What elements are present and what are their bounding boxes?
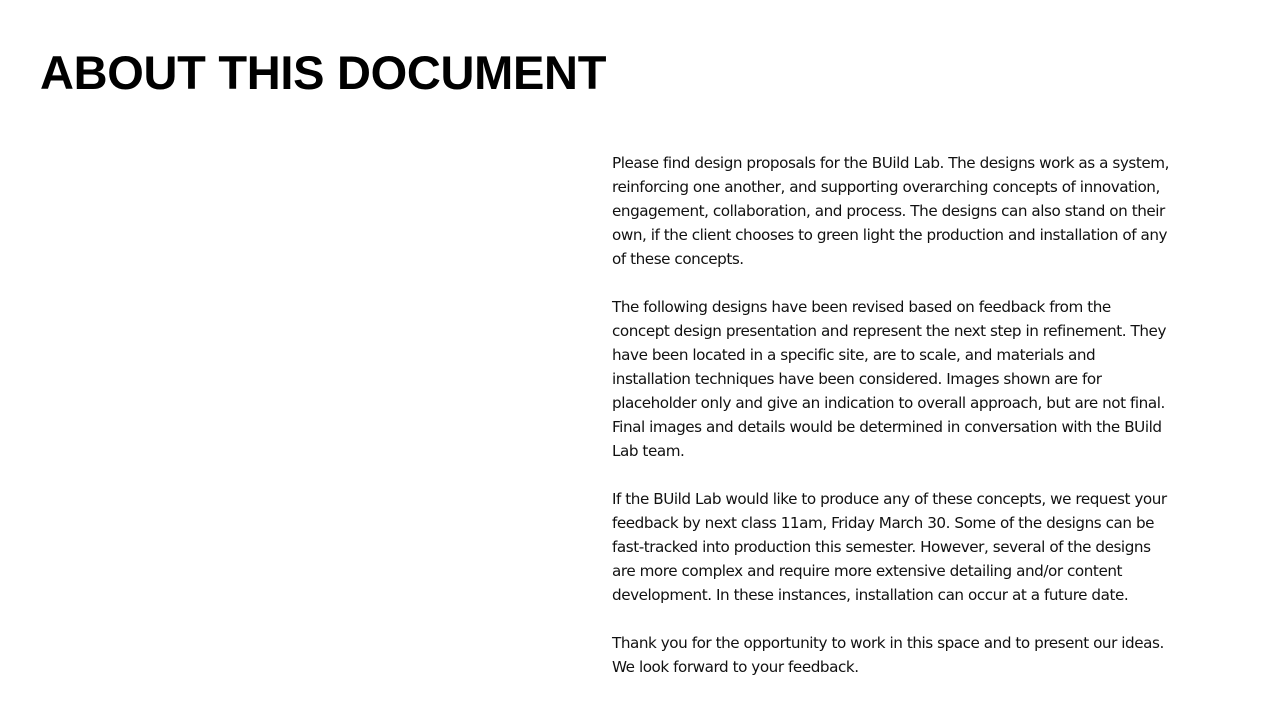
text-line: Final images and details would be determined in conversation with the BUild xyxy=(612,418,1162,436)
text-line: Thank you for the opportunity to work in this space and to present our ideas. xyxy=(612,634,1164,652)
text-line: engagement, collaboration, and process. The designs can also stand on their xyxy=(612,202,1165,220)
page-title: ABOUT THIS DOCUMENT xyxy=(40,46,607,99)
text-line: have been located in a specific site, are to scale, and materials and xyxy=(612,346,1096,364)
text-line: Please find design proposals for the BUild Lab. The designs work as a system, xyxy=(612,154,1169,172)
paragraph-thanks xyxy=(612,631,1232,679)
text-line: installation techniques have been considered. Images shown are for xyxy=(612,370,1102,388)
text-line: development. In these instances, installation can occur at a future date. xyxy=(612,586,1129,604)
text-line: fast-tracked into production this semester. However, several of the designs xyxy=(612,538,1151,556)
text-line: reinforcing one another, and supporting overarching concepts of innovation, xyxy=(612,178,1160,196)
text-line: concept design presentation and represent the next step in refinement. They xyxy=(612,322,1166,340)
text-line: We look forward to your feedback. xyxy=(612,658,859,676)
paragraph-revisions xyxy=(612,295,1232,463)
text-line: are more complex and require more extensive detailing and/or content xyxy=(612,562,1123,580)
text-line: own, if the client chooses to green light the production and installation of any xyxy=(612,226,1168,244)
paragraph-intro xyxy=(612,151,1232,271)
body-text xyxy=(612,151,1232,703)
text-line: of these concepts. xyxy=(612,250,744,268)
text-line: feedback by next class 11am, Friday March 30. Some of the designs can be xyxy=(612,514,1155,532)
text-line: placeholder only and give an indication to overall approach, but are not final. xyxy=(612,394,1165,412)
text-line: If the BUild Lab would like to produce any of these concepts, we request your xyxy=(612,490,1167,508)
text-line: Lab team. xyxy=(612,442,685,460)
paragraph-feedback-request xyxy=(612,487,1232,607)
text-line: The following designs have been revised based on feedback from the xyxy=(612,298,1111,316)
